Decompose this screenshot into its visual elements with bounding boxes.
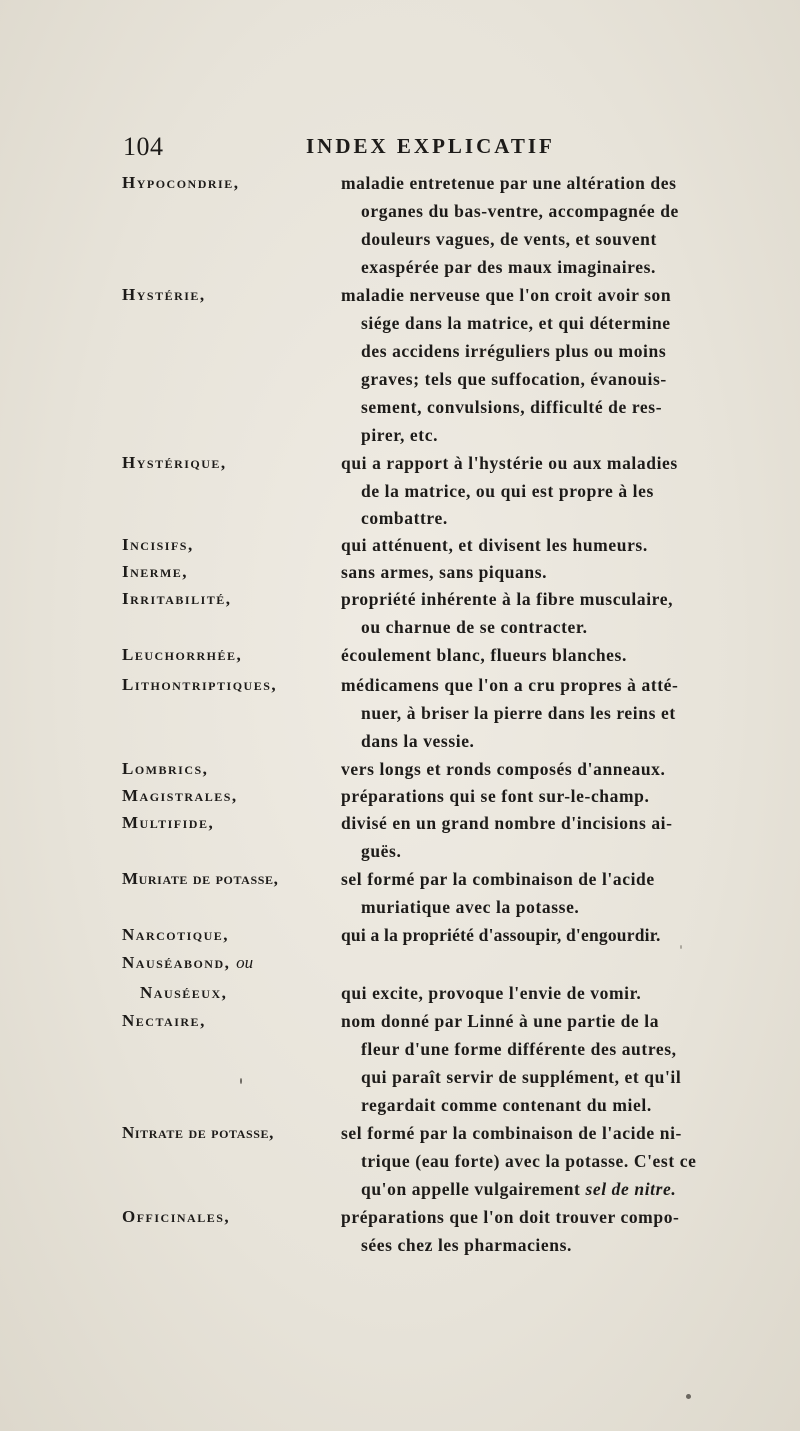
entry-term: Narcotique, [122, 925, 230, 944]
entry-definition-line: qui atténuent, et divisent les humeurs. [341, 535, 648, 555]
entry-definition-line [361, 1179, 676, 1200]
entry-term: Incisifs, [122, 535, 194, 554]
running-title: INDEX EXPLICATIF [306, 134, 555, 158]
entry-definition-line: graves; tels que suffocation, évanouis- [361, 369, 667, 389]
entry-definition-line: organes du bas-ventre, accompagnée de [361, 201, 679, 221]
entry-definition-line: muriatique avec la potasse. [361, 897, 580, 917]
entry-definition-line: regardait comme contenant du miel. [361, 1095, 652, 1115]
entry-term-conjunction: ou [236, 953, 254, 972]
entry-definition-line: de la matrice, ou qui est propre à les [361, 481, 654, 501]
entry-definition-line: sel formé par la combinaison de l'acide [341, 869, 655, 889]
entry-term: Nauséeux, [140, 983, 228, 1002]
entry-definition-line: pirer, etc. [361, 425, 439, 445]
entry-definition-line: maladie nerveuse que l'on croit avoir son [341, 285, 672, 305]
entry-definition-line: nom donné par Linné à une partie de la [341, 1011, 660, 1031]
entry-definition-italic: sel de nitre. [585, 1179, 677, 1199]
entry-term-word: Nauséabond, [122, 953, 231, 972]
entry-definition-line: sées chez les pharmaciens. [361, 1235, 572, 1255]
entry-term: Hystérique, [122, 453, 227, 472]
entry-definition-line: ou charnue de se contracter. [361, 617, 588, 637]
entry-definition-line: sans armes, sans piquans. [341, 562, 548, 582]
entry-definition-line: des accidens irréguliers plus ou moins [361, 341, 667, 361]
entry-term: Magistrales, [122, 786, 238, 805]
entry-term: Hypocondrie, [122, 173, 240, 192]
entry-term: Leuchorrhée, [122, 645, 243, 664]
entry-term: Hystérie, [122, 285, 206, 304]
entry-term: Multifide, [122, 813, 215, 832]
entry-definition-line: préparations que l'on doit trouver compo- [341, 1207, 680, 1227]
page-number: 104 [123, 132, 164, 161]
entry-definition-line: combattre. [361, 508, 448, 528]
entry-definition-line: douleurs vagues, de vents, et souvent [361, 229, 657, 249]
entry-definition-line: qui a la propriété d'assoupir, d'engourdir. [341, 925, 661, 945]
entry-definition-line: propriété inhérente à la fibre musculaire, [341, 589, 674, 609]
entry-definition-line: écoulement blanc, flueurs blanches. [341, 645, 627, 665]
entry-term: Nectaire, [122, 1011, 206, 1030]
entry-term: Officinales, [122, 1207, 231, 1226]
entry-term: Inerme, [122, 562, 189, 581]
entry-term: Nitrate de potasse, [122, 1123, 275, 1142]
paper-speck [240, 1078, 242, 1084]
entry-definition-line: qui a rapport à l'hystérie ou aux maladies [341, 453, 678, 473]
entry-definition-line: trique (eau forte) avec la potasse. C'est ce [361, 1151, 697, 1171]
entry-definition-line: maladie entretenue par une altération des [341, 173, 677, 193]
entry-definition-line: sement, convulsions, difficulté de res- [361, 397, 663, 417]
entry-definition-line: fleur d'une forme différente des autres, [361, 1039, 677, 1059]
entry-definition-line: siége dans la matrice, et qui détermine [361, 313, 671, 333]
entry-term: Muriate de potasse, [122, 869, 279, 888]
entry-definition-line: dans la vessie. [361, 731, 475, 751]
entry-term: Irritabilité, [122, 589, 232, 608]
entry-term [122, 953, 253, 973]
paper-speck [680, 945, 682, 949]
entry-term: Lombrics, [122, 759, 209, 778]
entry-definition-line: guës. [361, 841, 402, 861]
entry-definition-line: divisé en un grand nombre d'incisions ai- [341, 813, 673, 833]
entry-definition-line: qui paraît servir de supplément, et qu'il [361, 1067, 682, 1087]
paper-speck [686, 1394, 691, 1399]
entry-definition-line: qui excite, provoque l'envie de vomir. [341, 983, 642, 1003]
entry-definition-line: vers longs et ronds composés d'anneaux. [341, 759, 666, 779]
entry-definition-line: exaspérée par des maux imaginaires. [361, 257, 656, 277]
entry-definition-text: qu'on appelle vulgairement [361, 1179, 581, 1199]
entry-definition-line: préparations qui se font sur-le-champ. [341, 786, 650, 806]
entry-definition-line: nuer, à briser la pierre dans les reins et [361, 703, 676, 723]
entry-definition-line: médicamens que l'on a cru propres à atté- [341, 675, 679, 695]
entry-term: Lithontriptiques, [122, 675, 278, 694]
entry-definition-line: sel formé par la combinaison de l'acide ni- [341, 1123, 682, 1143]
